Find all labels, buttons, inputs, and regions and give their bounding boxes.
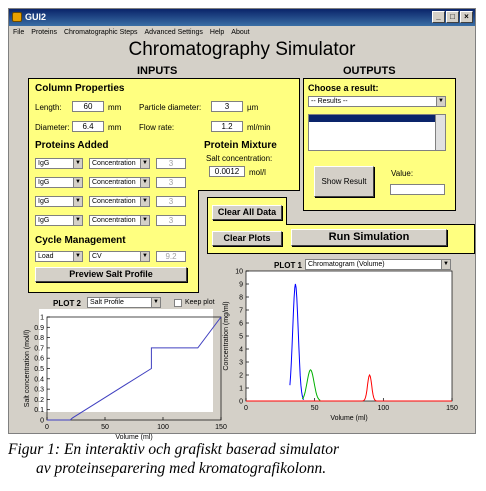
chevron-down-icon: ▼	[73, 252, 82, 261]
minimize-button[interactable]: _	[432, 11, 445, 23]
plot1-ylabel: Concentration (mg/ml)	[223, 301, 230, 371]
close-button[interactable]: ×	[460, 11, 473, 23]
listbox-selected-row[interactable]	[309, 115, 435, 122]
protein-select-2-value: IgG	[38, 179, 50, 186]
plot1-ytick-label: 10	[235, 268, 243, 276]
chevron-down-icon: ▼	[151, 298, 160, 307]
plot1-xtick-label: 150	[446, 405, 458, 412]
plot1-ytick-label: 3	[239, 359, 243, 367]
run-simulation-button[interactable]: Run Simulation	[291, 229, 447, 246]
protein-param-select-3[interactable]	[89, 196, 150, 207]
plot2-xtick-label: 0	[45, 424, 49, 431]
length-label: Length:	[35, 103, 62, 112]
plot2-ytick-label: 0.5	[34, 366, 44, 373]
plot2-xtick-label: 50	[101, 424, 109, 431]
title-bar	[9, 9, 475, 26]
plot1-frame	[246, 271, 452, 401]
plot1-ytick-label: 9	[239, 281, 243, 289]
plot1-chart	[221, 264, 475, 434]
column-properties-heading: Column Properties	[35, 83, 125, 94]
plot1-xtick-label: 100	[377, 405, 390, 412]
plot2-ytick-label: 0.8	[34, 335, 44, 343]
chevron-down-icon: ▼	[73, 216, 82, 225]
plot2-ytick-label: 0.1	[34, 407, 44, 415]
protein-mixture-heading: Protein Mixture	[204, 140, 277, 151]
menu-bar	[9, 26, 475, 39]
keep-plot-label: Keep plot	[185, 299, 215, 306]
cycle-unit-select[interactable]	[89, 251, 150, 262]
chevron-down-icon: ▼	[436, 97, 445, 106]
particle-diameter-input[interactable]: 3	[211, 101, 243, 112]
show-result-button[interactable]: Show Result	[314, 166, 374, 197]
protein-select-1-value: IgG	[38, 160, 50, 167]
result-listbox[interactable]	[308, 114, 446, 151]
plot1-ytick-label: 6	[239, 320, 243, 328]
flow-rate-input[interactable]: 1.2	[211, 121, 243, 132]
cycle-value[interactable]: 9.2	[156, 251, 186, 262]
menu-chromatographic-steps[interactable]: Chromatographic Steps	[63, 29, 138, 36]
protein-value-1[interactable]: 3	[156, 158, 186, 169]
plot2-ytick-label: 0.3	[34, 386, 44, 394]
plot1-ytick-label: 2	[239, 372, 243, 380]
cycle-management-heading: Cycle Management	[35, 235, 126, 246]
chevron-down-icon: ▼	[140, 159, 149, 168]
protein-value-4[interactable]: 3	[156, 215, 186, 226]
cycle-mode-value: Load	[38, 253, 54, 260]
protein-value-2[interactable]: 3	[156, 177, 186, 188]
plot1-series-line-2	[302, 370, 320, 401]
value-label: Value:	[391, 169, 414, 178]
app-window	[8, 8, 476, 441]
plot2-ytick-label: 0.7	[34, 345, 44, 353]
menu-about[interactable]: About	[231, 29, 250, 36]
protein-select-4-value: IgG	[38, 217, 50, 224]
app-title: Chromatography Simulator	[128, 39, 356, 60]
plot1-ytick-label: 7	[239, 307, 243, 315]
plot2-xlabel: Volume (ml)	[115, 434, 153, 441]
plot1-ytick-label: 8	[239, 294, 243, 302]
salt-concentration-unit: mol/l	[249, 168, 266, 177]
figure-caption	[8, 440, 478, 478]
protein-param-select-2[interactable]	[89, 177, 150, 188]
length-unit: mm	[108, 103, 122, 112]
choose-result-label: Choose a result:	[308, 83, 379, 93]
listbox-scrollbar[interactable]	[435, 115, 445, 150]
plot1-select-value: Chromatogram (Volume)	[308, 261, 385, 268]
plot2-frame	[47, 317, 221, 420]
menu-file[interactable]: File	[13, 29, 25, 36]
chevron-down-icon: ▼	[73, 197, 82, 206]
window-title: GUI2	[25, 12, 47, 22]
protein-param-select-3-value: Concentration	[92, 198, 136, 205]
salt-concentration-input[interactable]: 0.0012	[209, 166, 245, 177]
plot1-ytick-label: 5	[239, 333, 243, 341]
plot1-ytick-label: 4	[239, 346, 243, 354]
protein-select-1[interactable]	[35, 158, 83, 169]
plot2-xtick-label: 150	[215, 424, 227, 431]
caption-line-1: Figur 1: En interaktiv och grafiskt baserad simulator	[8, 441, 340, 458]
plot2-ytick-label: 0.2	[34, 396, 44, 404]
chevron-down-icon: ▼	[140, 216, 149, 225]
plot2-select-value: Salt Profile	[90, 299, 124, 306]
protein-param-select-4-value: Concentration	[92, 217, 136, 224]
protein-select-3[interactable]	[35, 196, 83, 207]
chevron-down-icon: ▼	[73, 159, 82, 168]
protein-select-2[interactable]	[35, 177, 83, 188]
inputs-heading: INPUTS	[137, 65, 178, 77]
matlab-app-icon	[12, 12, 22, 22]
menu-proteins[interactable]: Proteins	[31, 29, 57, 36]
chevron-down-icon: ▼	[140, 197, 149, 206]
outputs-heading: OUTPUTS	[343, 65, 396, 77]
plot1-xtick-label: 50	[310, 405, 319, 412]
particle-diameter-unit: µm	[247, 103, 259, 112]
chevron-down-icon: ▼	[441, 260, 450, 269]
plot1-ytick-label: 0	[239, 398, 243, 406]
flow-rate-unit: ml/min	[247, 123, 271, 132]
plot2-ytick-label: 0.9	[34, 324, 44, 332]
proteins-added-heading: Proteins Added	[35, 140, 109, 151]
caption-line-2: av proteinseparering med kromatografikolonn.	[36, 460, 327, 477]
cycle-mode-select[interactable]	[35, 251, 83, 262]
diameter-input[interactable]: 6.4	[72, 121, 104, 132]
plot1-series-line-1	[290, 284, 304, 400]
salt-concentration-label: Salt concentration:	[206, 154, 273, 163]
plot1-xlabel: Volume (ml)	[330, 415, 368, 422]
result-select[interactable]	[308, 96, 446, 107]
maximize-button[interactable]: □	[446, 11, 459, 23]
protein-param-select-2-value: Concentration	[92, 179, 136, 186]
plot1-series-line-3	[246, 375, 452, 401]
clear-plots-button[interactable]: Clear Plots	[212, 231, 282, 246]
particle-diameter-label: Particle diameter:	[139, 103, 202, 112]
result-select-value: -- Results --	[311, 98, 348, 105]
plot2-ytick-label: 0.6	[34, 355, 44, 363]
plot2-ytick-label: 0	[40, 417, 44, 425]
diameter-label: Diameter:	[35, 123, 70, 132]
chevron-down-icon: ▼	[140, 252, 149, 261]
menu-help[interactable]: Help	[209, 29, 225, 36]
plot1-xtick-label: 0	[244, 405, 248, 412]
plot2-series-line-1	[47, 317, 221, 420]
value-output	[390, 184, 445, 195]
plot2-ytick-label: 0.4	[34, 376, 44, 384]
protein-param-select-1-value: Concentration	[92, 160, 136, 167]
flow-rate-label: Flow rate:	[139, 123, 175, 132]
plot2-ylabel: Salt concentration (mol/l)	[24, 329, 31, 408]
plot1-label: PLOT 1	[274, 261, 303, 270]
plot1-ytick-label: 1	[239, 385, 243, 393]
protein-param-select-1[interactable]	[89, 158, 150, 169]
protein-select-4[interactable]	[35, 215, 83, 226]
plot2-xtick-label: 100	[157, 424, 169, 431]
plot2-label: PLOT 2	[53, 299, 82, 308]
diameter-unit: mm	[108, 123, 122, 132]
chevron-down-icon: ▼	[140, 178, 149, 187]
protein-value-3[interactable]: 3	[156, 196, 186, 207]
plot2-ytick-label: 1	[40, 314, 44, 322]
preview-salt-profile-button[interactable]: Preview Salt Profile	[35, 267, 187, 282]
chevron-down-icon: ▼	[73, 178, 82, 187]
menu-advanced-settings[interactable]: Advanced Settings	[144, 29, 203, 36]
protein-param-select-4[interactable]	[89, 215, 150, 226]
clear-all-data-button[interactable]: Clear All Data	[212, 205, 282, 220]
protein-select-3-value: IgG	[38, 198, 50, 205]
cycle-unit-value: CV	[92, 253, 102, 260]
length-input[interactable]: 60	[72, 101, 104, 112]
